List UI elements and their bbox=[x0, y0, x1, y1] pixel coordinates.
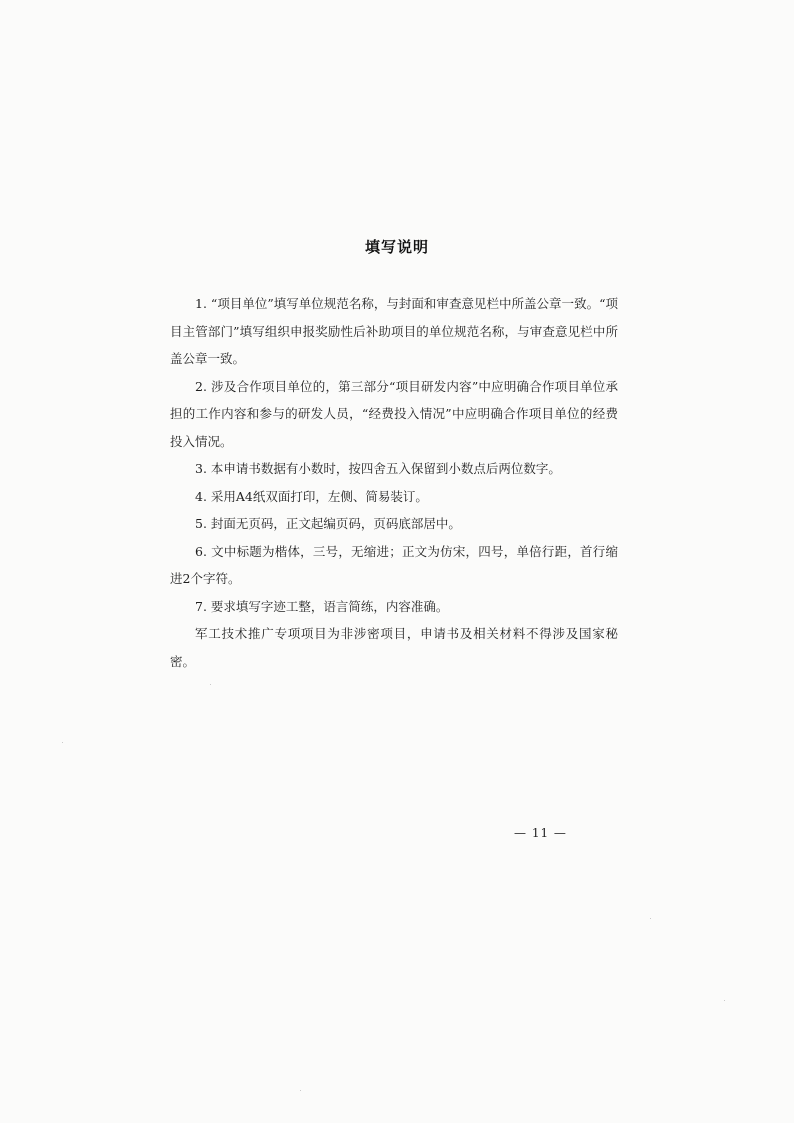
scan-speck bbox=[650, 918, 651, 919]
paragraph-4: 4. 采用A4纸双面打印，左侧、简易装订。 bbox=[195, 488, 428, 504]
page-title: 填写说明 bbox=[364, 238, 429, 256]
paragraph-7: 7. 要求填写字迹工整，语言简练，内容准确。 bbox=[195, 598, 449, 614]
page-number: — 11 — bbox=[514, 826, 567, 840]
instructions-body bbox=[170, 290, 618, 675]
scan-speck bbox=[210, 684, 211, 685]
paragraph-2: 2. 涉及合作项目单位的，第三部分“项目研发内容”中应明确合作项目单位承担的工作内容和参与的研发人员，“经费投入情况”中应明确合作项目单位的经费投入情况。 bbox=[170, 378, 618, 449]
paragraph-3: 3. 本申请书数据有小数时，按四舍五入保留到小数点后两位数字。 bbox=[195, 461, 561, 476]
paragraph-6: 6. 文中标题为楷体，三号，无缩进；正文为仿宋，四号，单倍行距，首行缩进2个字符。 bbox=[170, 543, 618, 586]
scan-speck bbox=[724, 1000, 725, 1001]
paragraph-5: 5. 封面无页码，正文起编页码，页码底部居中。 bbox=[195, 516, 461, 531]
scan-speck bbox=[62, 742, 63, 743]
paragraph-1: 1. “项目单位”填写单位规范名称，与封面和审查意见栏中所盖公章一致。“项目主管部门”填写组织申报奖励性后补助项目的单位规范名称，与审查意见栏中所盖公章一致。 bbox=[170, 296, 618, 366]
scan-speck bbox=[300, 1090, 301, 1091]
paragraph-note: 军工技术推广专项项目为非涉密项目，申请书及相关材料不得涉及国家秘密。 bbox=[170, 626, 618, 669]
